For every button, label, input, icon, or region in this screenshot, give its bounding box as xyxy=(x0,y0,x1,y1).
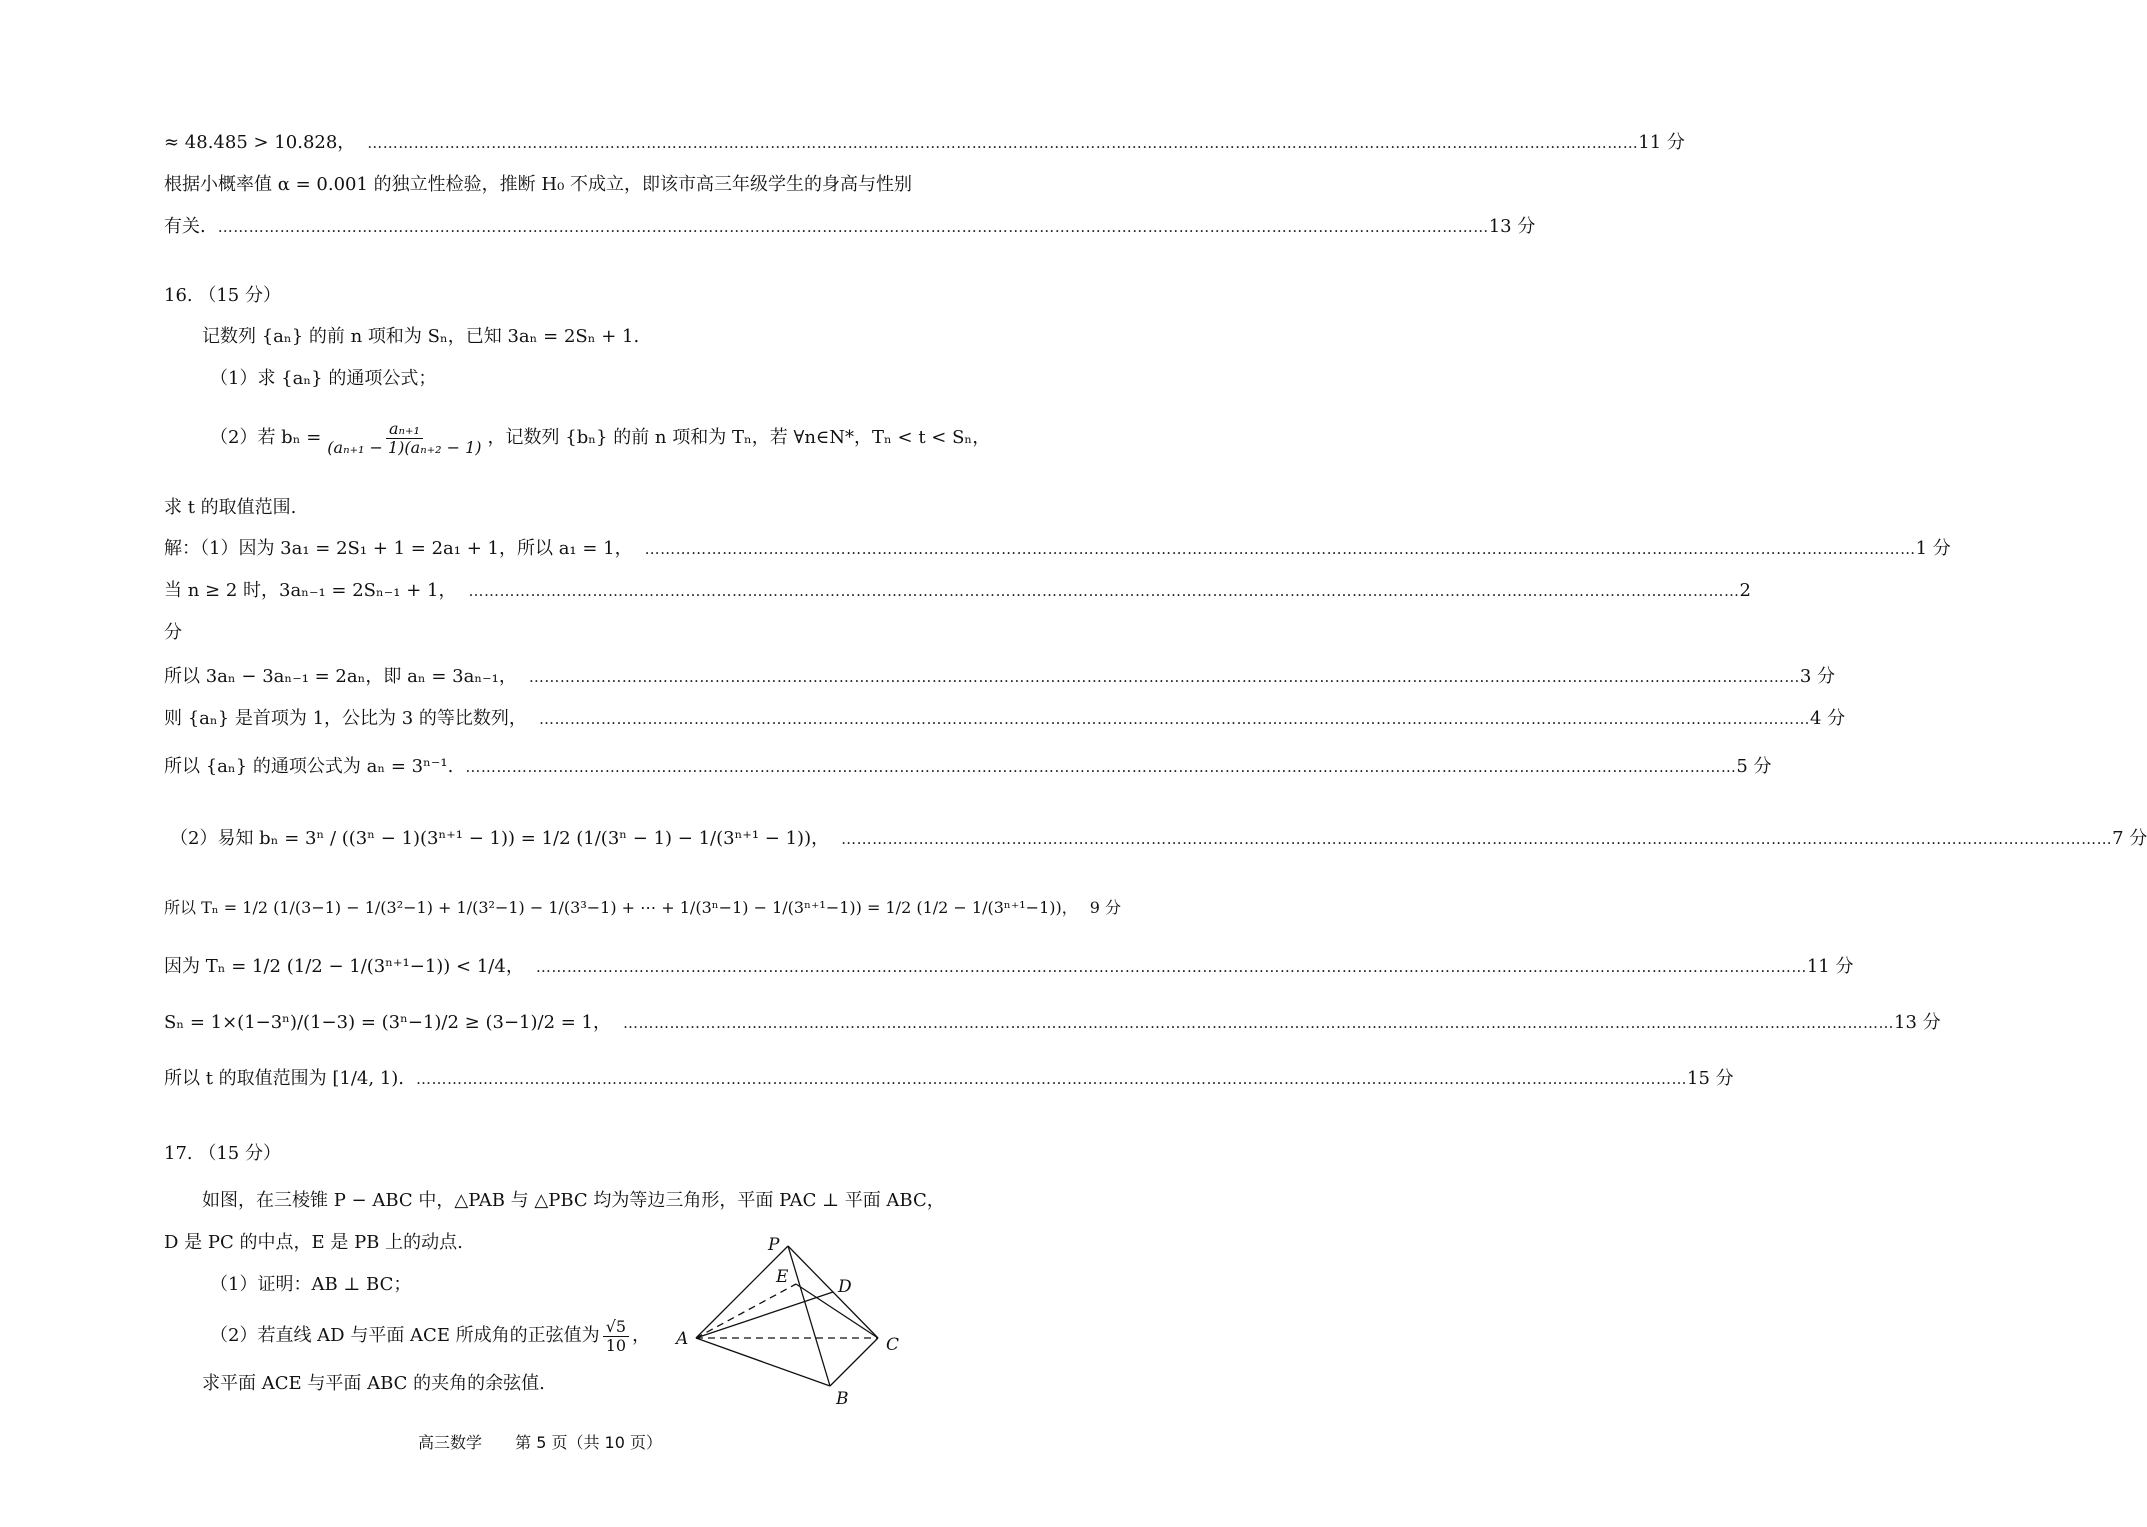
edge-ab xyxy=(696,1338,830,1386)
solution-text: 所以 3aₙ − 3aₙ₋₁ = 2aₙ，即 aₙ = 3aₙ₋₁， xyxy=(164,666,517,687)
q16-header-text: 16. （15 分） xyxy=(164,285,281,306)
label-p: P xyxy=(768,1235,780,1255)
solution-line xyxy=(164,622,916,645)
prev-line-1 xyxy=(164,132,1685,155)
solution-line xyxy=(170,828,2147,851)
fraction-denominator: 10 xyxy=(605,1335,627,1355)
q16-stem-text: 记数列 {aₙ} 的前 n 项和为 Sₙ，已知 3aₙ = 2Sₙ + 1. xyxy=(202,326,640,347)
q16-part2-fraction xyxy=(324,420,484,456)
page-footer xyxy=(0,1430,1080,1453)
q17-part2-fraction xyxy=(603,1318,629,1354)
leader-dots xyxy=(416,1070,1687,1089)
q16-part2-prefix: （2）若 bₙ = xyxy=(210,426,322,448)
q16-stem xyxy=(202,326,916,349)
leader-dots xyxy=(465,758,1736,777)
fraction-numerator: aₙ₊₁ xyxy=(386,420,423,439)
solution-text: 当 n ≥ 2 时，3aₙ₋₁ = 2Sₙ₋₁ + 1， xyxy=(164,580,457,601)
q16-part2-cont xyxy=(164,497,916,520)
q17-part1 xyxy=(210,1274,660,1297)
leader-dots xyxy=(623,1014,1894,1033)
solution-line xyxy=(164,756,1772,779)
leader-dots xyxy=(539,710,1810,729)
segment-ae-hidden xyxy=(696,1284,796,1338)
q17-part2-cont-text: 求平面 ACE 与平面 ABC 的夹角的余弦值. xyxy=(202,1373,545,1394)
q17-part2-suffix: ， xyxy=(632,1324,651,1346)
q17-stem-1-text: 如图，在三棱锥 P − ABC 中，△PAB 与 △PBC 均为等边三角形，平面 PAC ⊥ 平面 ABC， xyxy=(202,1190,945,1211)
solution-line xyxy=(164,708,1846,731)
prev-line-2 xyxy=(164,174,916,197)
q17-part2-prefix: （2）若直线 AD 与平面 ACE 所成角的正弦值为 xyxy=(210,1324,600,1346)
solution-text: 所以 Tₙ = 1/2 (1/(3−1) − 1/(3²−1) + 1/(3²−1) − 1/(3³−1) + ⋯ + 1/(3ⁿ−1) − 1/(3ⁿ⁺¹−1)) = 1/2 (1/2 − 1/(3ⁿ⁺¹−1))， xyxy=(164,898,1078,917)
fraction-numerator: √5 xyxy=(603,1318,629,1337)
leader-dots xyxy=(841,830,2112,849)
q17-part2-cont xyxy=(202,1373,660,1396)
segment-ce xyxy=(796,1284,878,1338)
score-mark: 13 分 xyxy=(1488,216,1536,237)
q16-part1-text: （1）求 {aₙ} 的通项公式； xyxy=(210,368,437,389)
solution-line xyxy=(164,1068,1734,1091)
footer-page-number: 第 5 页（共 10 页） xyxy=(515,1433,662,1452)
footer-subject: 高三数学 xyxy=(418,1433,483,1452)
score-mark: 7 分 xyxy=(2112,828,2147,849)
q17-header-text: 17. （15 分） xyxy=(164,1143,281,1164)
score-mark: 3 分 xyxy=(1799,666,1836,687)
score-mark: 15 分 xyxy=(1687,1068,1734,1089)
leader-dots xyxy=(536,958,1807,977)
fraction-denominator: (aₙ₊₁ − 1)(aₙ₊₂ − 1) xyxy=(327,437,482,457)
solution-text: 因为 Tₙ = 1/2 (1/2 − 1/(3ⁿ⁺¹−1)) < 1/4， xyxy=(164,956,524,977)
leader-dots xyxy=(469,582,1740,601)
q16-part1 xyxy=(210,368,916,391)
leader-dots xyxy=(218,218,1489,237)
solution-line xyxy=(164,538,1951,561)
q16-part2-cont-text: 求 t 的取值范围. xyxy=(164,497,297,518)
score-mark: 11 分 xyxy=(1806,956,1854,977)
solution-line xyxy=(164,898,1122,918)
prev-line-3 xyxy=(164,216,1536,239)
q16-part2 xyxy=(210,419,991,457)
q17-stem-2-text: D 是 PC 的中点，E 是 PB 上的动点. xyxy=(164,1232,463,1253)
solution-text: 所以 t 的取值范围为 [1/4, 1). xyxy=(164,1068,405,1089)
solution-line xyxy=(164,956,1854,979)
q16-header xyxy=(164,285,916,308)
score-mark: 11 分 xyxy=(1638,132,1685,153)
solution-line xyxy=(164,666,1836,689)
score-mark: 9 分 xyxy=(1089,898,1122,917)
q17-header xyxy=(164,1143,916,1166)
prev-line-2-text: 根据小概率值 α = 0.001 的独立性检验，推断 H₀ 不成立，即该市高三年级学生的身高与性别 xyxy=(164,174,913,195)
solution-text: 解：（1）因为 3a₁ = 2S₁ + 1 = 2a₁ + 1，所以 a₁ = 1， xyxy=(164,538,633,559)
label-e: E xyxy=(776,1267,789,1287)
solution-text: 则 {aₙ} 是首项为 1，公比为 3 的等比数列， xyxy=(164,708,527,729)
prev-line-1-text: ≈ 48.485 > 10.828， xyxy=(164,132,356,153)
prev-line-3-text: 有关. xyxy=(164,216,206,237)
solution-text: Sₙ = 1×(1−3ⁿ)/(1−3) = (3ⁿ−1)/2 ≥ (3−1)/2 = 1， xyxy=(164,1012,612,1033)
solution-line xyxy=(164,580,1751,603)
tetrahedron-figure xyxy=(664,1232,914,1412)
leader-dots xyxy=(529,668,1800,687)
edge-pa xyxy=(696,1246,788,1338)
label-c: C xyxy=(886,1335,900,1355)
score-mark: 13 分 xyxy=(1894,1012,1941,1033)
q17-part1-text: （1）证明：AB ⊥ BC； xyxy=(210,1274,412,1295)
score-mark: 4 分 xyxy=(1809,708,1846,729)
solution-text: （2）易知 bₙ = 3ⁿ / ((3ⁿ − 1)(3ⁿ⁺¹ − 1)) = 1/2 (1/(3ⁿ − 1) − 1/(3ⁿ⁺¹ − 1))， xyxy=(170,828,830,849)
leader-dots xyxy=(645,540,1916,559)
label-d: D xyxy=(838,1277,852,1297)
q16-part2-suffix: ，记数列 {bₙ} 的前 n 项和为 Tₙ，若 ∀n∈N*，Tₙ < t < Sₙ， xyxy=(487,426,991,448)
label-b: B xyxy=(836,1389,849,1409)
solution-text: 所以 {aₙ} 的通项公式为 aₙ = 3ⁿ⁻¹. xyxy=(164,756,454,777)
q17-stem-1 xyxy=(202,1190,945,1213)
label-a: A xyxy=(676,1329,689,1349)
score-mark: 5 分 xyxy=(1736,756,1772,777)
q17-part2 xyxy=(210,1318,660,1354)
edge-bc xyxy=(830,1338,878,1386)
solution-text: 分 xyxy=(164,622,182,643)
segment-ad xyxy=(696,1292,833,1338)
score-mark: 2 xyxy=(1739,580,1751,601)
score-mark: 1 分 xyxy=(1915,538,1951,559)
leader-dots xyxy=(367,134,1638,153)
solution-line xyxy=(164,1012,1941,1035)
